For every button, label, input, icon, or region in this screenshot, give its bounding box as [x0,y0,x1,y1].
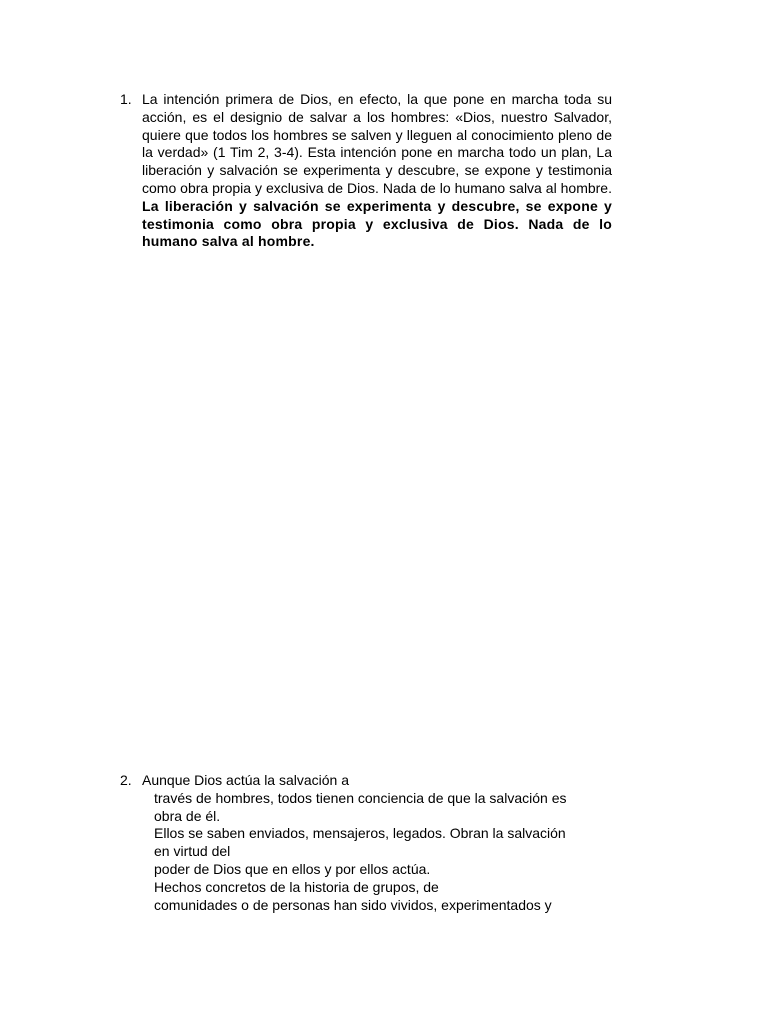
paragraph-2-line-3: obra de él. [154,807,221,824]
list-number-2: 2. [120,772,132,788]
paragraph-2-line-6: poder de Dios que en ellos y por ellos actúa. [154,860,431,877]
paragraph-1-bold-text: La liberación y salvación se experimenta y descubre, se expone y testimonia como obra propia y exclusiva de Dios. Nada de lo humano salva al hombre. [142,197,612,250]
list-item-2 [120,772,612,914]
paragraph-2-line-2: través de hombres, todos tienen conciencia de que la salvación es [154,789,567,806]
paragraph-1-text: La intención primera de Dios, en efecto, la que pone en marcha toda su acción, es el designio de salvar a los hombres: «Dios, nuestro Salvador, quiere que todos los hombres se salven y lleguen al conocimiento pleno de la verdad» (1 Tim 2, 3-4). Esta intención pone en marcha todo un plan, La liberación y salvación se experimenta y descubre, se expone y testimonia como obra propia y exclusiva de Dios. Nada de lo humano salva al hombre. [142,91,612,196]
list-number-1: 1. [120,91,132,107]
paragraph-2-line-7: Hechos concretos de la historia de grupos, de [154,878,439,895]
list-item-1 [120,91,612,251]
paragraph-2-line-4: Ellos se saben enviados, mensajeros, legados. Obran la salvación [154,825,566,842]
paragraph-2-line-8: comunidades o de personas han sido vividos, experimentados y [154,896,552,913]
paragraph-2-line-1: Aunque Dios actúa la salvación a [142,772,350,788]
paragraph-2-line-5: en virtud del [154,843,231,860]
